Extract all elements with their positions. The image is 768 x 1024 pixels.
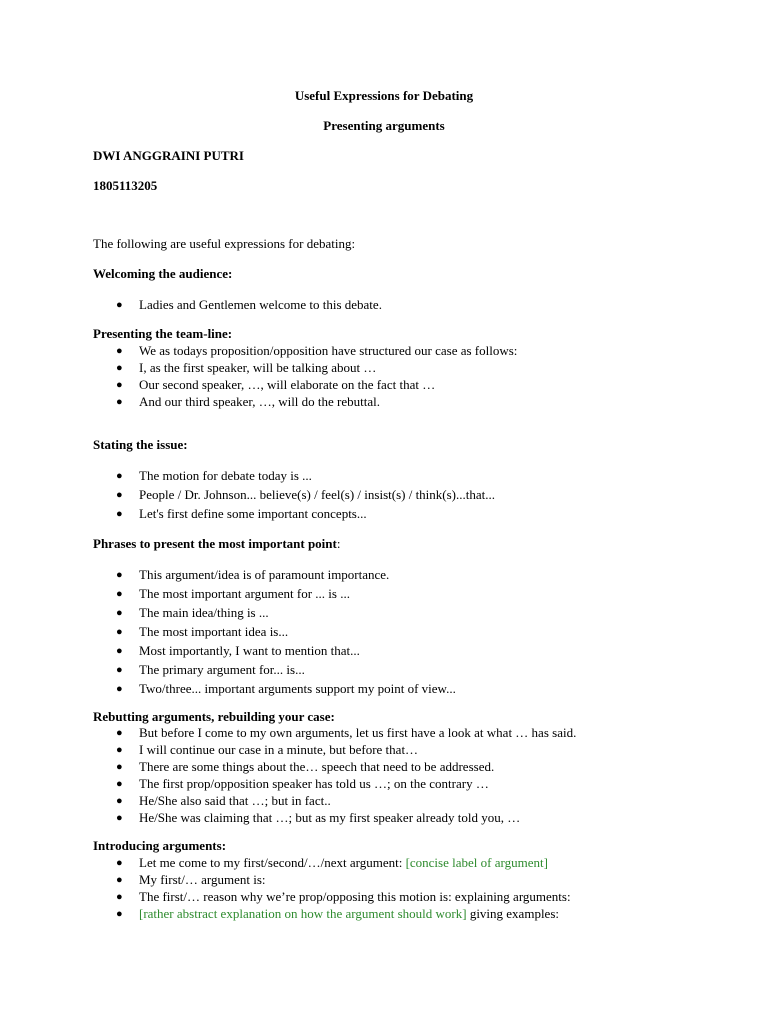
bullet-icon: ● xyxy=(116,645,123,657)
important-list xyxy=(0,567,768,697)
bullet-icon: ● xyxy=(116,379,123,391)
bullet-icon: ● xyxy=(116,812,123,824)
list-item: ● Let me come to my first/second/…/next argument: [concise label of argument] xyxy=(116,855,548,870)
list-item: ● And our third speaker, …, will do the rebuttal. xyxy=(116,394,381,409)
list-item: ● There are some things about the… speech that need to be addressed. xyxy=(116,759,495,774)
list-item: ● My first/… argument is: xyxy=(116,872,266,887)
bullet-icon: ● xyxy=(116,299,123,311)
rebutting-heading: Rebutting arguments, rebuilding your case: xyxy=(93,709,335,724)
list-item: ● The most important argument for ... is ... xyxy=(116,586,350,601)
list-item: ● The first/… reason why we’re prop/opposing this motion is: explaining arguments: xyxy=(116,889,571,904)
bullet-icon: ● xyxy=(116,908,123,920)
bullet-icon: ● xyxy=(116,891,123,903)
list-item: ● Ladies and Gentlemen welcome to this debate. xyxy=(116,297,382,312)
list-item: ● [rather abstract explanation on how the argument should work] giving examples: xyxy=(116,906,559,921)
student-id: 1805113205 xyxy=(93,178,158,193)
list-item: ● People / Dr. Johnson... believe(s) / feel(s) / insist(s) / think(s)...that... xyxy=(116,487,496,502)
welcoming-list xyxy=(0,297,768,313)
intro-text: The following are useful expressions for debating: xyxy=(93,236,356,251)
teamline-list xyxy=(0,343,768,410)
doc-title: Useful Expressions for Debating xyxy=(294,88,474,103)
list-item: ● Most importantly, I want to mention that... xyxy=(116,643,360,658)
rebutting-list xyxy=(0,725,768,826)
bullet-icon: ● xyxy=(116,778,123,790)
bullet-icon: ● xyxy=(116,489,123,501)
bullet-icon: ● xyxy=(116,607,123,619)
bullet-icon: ● xyxy=(116,795,123,807)
bullet-icon: ● xyxy=(116,857,123,869)
bullet-icon: ● xyxy=(116,470,123,482)
doc-subtitle: Presenting arguments xyxy=(323,118,445,133)
bullet-icon: ● xyxy=(116,744,123,756)
list-item: ● We as todays proposition/opposition have structured our case as follows: xyxy=(116,343,518,358)
teamline-heading: Presenting the team-line: xyxy=(93,326,233,341)
bullet-icon: ● xyxy=(116,664,123,676)
introducing-heading: Introducing arguments: xyxy=(93,838,227,853)
list-item: ● The motion for debate today is ... xyxy=(116,468,312,483)
list-item: ● The most important idea is... xyxy=(116,624,289,639)
list-item: ● The first prop/opposition speaker has told us …; on the contrary … xyxy=(116,776,489,791)
list-item: ● I will continue our case in a minute, but before that… xyxy=(116,742,419,757)
list-item: ● The main idea/thing is ... xyxy=(116,605,269,620)
bullet-icon: ● xyxy=(116,588,123,600)
bullet-icon: ● xyxy=(116,345,123,357)
bullet-icon: ● xyxy=(116,362,123,374)
introducing-list xyxy=(0,855,768,922)
author-name: DWI ANGGRAINI PUTRI xyxy=(93,148,244,163)
bullet-icon: ● xyxy=(116,569,123,581)
list-item: ● Let's first define some important concepts... xyxy=(116,506,367,521)
issue-list xyxy=(0,468,768,522)
bullet-icon: ● xyxy=(116,874,123,886)
bullet-icon: ● xyxy=(116,396,123,408)
bullet-icon: ● xyxy=(116,508,123,520)
welcoming-heading: Welcoming the audience: xyxy=(93,266,233,281)
bullet-icon: ● xyxy=(116,727,123,739)
list-item: ● He/She was claiming that …; but as my first speaker already told you, … xyxy=(116,810,521,825)
list-item: ● Our second speaker, …, will elaborate on the fact that … xyxy=(116,377,436,392)
issue-heading: Stating the issue: xyxy=(93,437,188,452)
bullet-icon: ● xyxy=(116,683,123,695)
list-item: ● He/She also said that …; but in fact.. xyxy=(116,793,331,808)
list-item: ● But before I come to my own arguments, let us first have a look at what … has said. xyxy=(116,725,577,740)
list-item: ● This argument/idea is of paramount importance. xyxy=(116,567,390,582)
list-item: ● I, as the first speaker, will be talking about … xyxy=(116,360,377,375)
important-heading: Phrases to present the most important point: xyxy=(93,536,341,551)
bullet-icon: ● xyxy=(116,626,123,638)
bullet-icon: ● xyxy=(116,761,123,773)
list-item: ● The primary argument for... is... xyxy=(116,662,305,677)
list-item: ● Two/three... important arguments support my point of view... xyxy=(116,681,456,696)
